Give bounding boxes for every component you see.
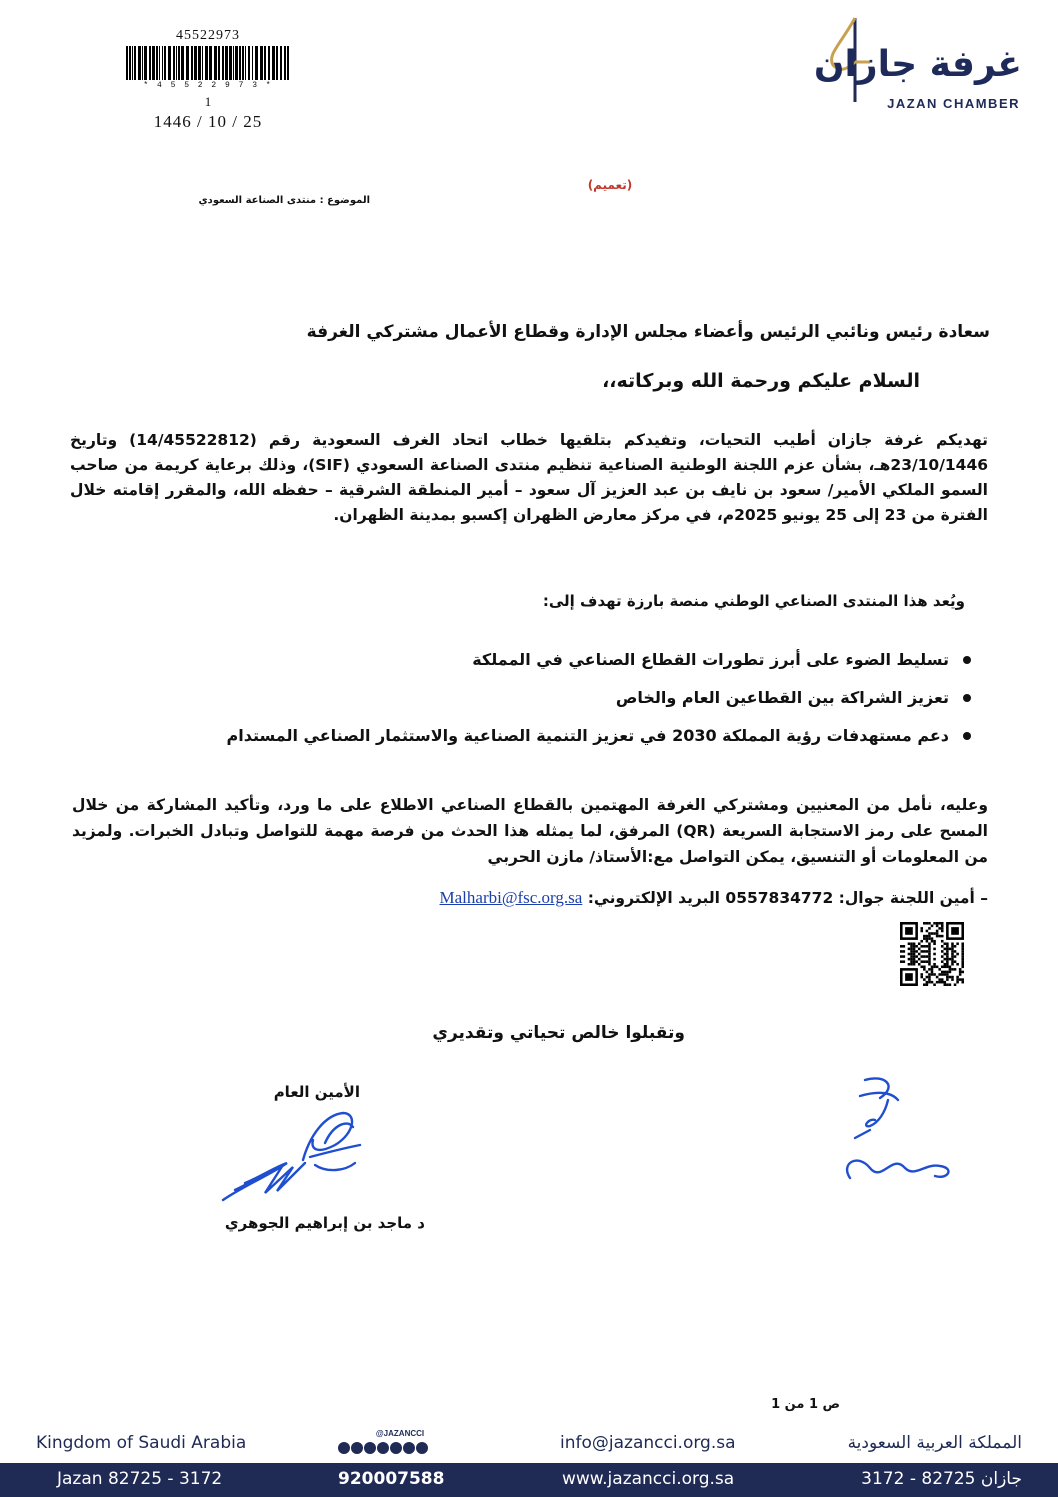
- footer-contact-row: [0, 1427, 1058, 1463]
- logo-english-text: JAZAN CHAMBER: [887, 96, 1020, 111]
- footer-address-bar: [0, 1463, 1058, 1497]
- contact-line: [160, 888, 988, 908]
- regards-line: وتقبلوا خالص تحياتي وتقديري: [432, 1023, 685, 1043]
- list-item: [100, 650, 975, 669]
- list-item: [100, 688, 975, 707]
- reference-number: 45522973: [176, 28, 240, 43]
- reference-block: [118, 28, 298, 132]
- qr-code-image[interactable]: [900, 922, 964, 986]
- secretary-general-title: الأمين العام: [273, 1083, 360, 1101]
- footer-email[interactable]: info@jazancci.org.sa: [560, 1433, 736, 1453]
- bullet-icon: [963, 656, 971, 664]
- social-icons[interactable]: [337, 1441, 437, 1455]
- bullet-icon: [963, 732, 971, 740]
- initial-mark-image: [830, 1068, 960, 1188]
- social-handle: @JAZANCCI: [375, 1429, 425, 1438]
- list-item-text: تعزيز الشراكة بين القطاعين العام والخاص: [615, 688, 949, 707]
- circular-label: (تعميم): [587, 178, 633, 192]
- footer-phone[interactable]: 920007588: [338, 1469, 445, 1489]
- bullet-icon: [963, 694, 971, 702]
- subject-line: الموضوع : منتدى الصناعة السعودي: [198, 195, 370, 206]
- addressee: سعادة رئيس ونائبي الرئيس وأعضاء مجلس الإدارة وقطاع الأعمال مشتركي الغرفة: [306, 322, 990, 342]
- email-link[interactable]: Malharbi@fsc.org.sa: [439, 888, 583, 907]
- signature-image: [215, 1105, 375, 1210]
- logo-arabic-text: غرفة جازان: [813, 44, 1022, 85]
- goals-list: [100, 650, 975, 764]
- barcode-image: [124, 46, 292, 80]
- footer-address-ar: جازان 82725 - 3172: [861, 1469, 1022, 1489]
- footer-country-en: Kingdom of Saudi Arabia: [36, 1433, 247, 1453]
- closing-paragraph: وعليه، نأمل من المعنيين ومشتركي الغرفة المهتمين بالقطاع الصناعي الاطلاع على ما ورد، وتأكيد المشاركة من خلال المسح على رمز الاستجابة السريعة (QR) المرفق، لما يمثله هذا الحدث من فرصة مهمة للتواصل وتبادل الخبرات. ولمزيد من المعلومات أو التنسيق، يمكن التواصل مع:الأستاذ/ مازن الحربي: [72, 796, 988, 866]
- document-date: 1446 / 10 / 25: [153, 112, 263, 131]
- footer-country-ar: المملكة العربية السعودية: [847, 1433, 1022, 1453]
- list-item-text: دعم مستهدفات رؤية المملكة 2030 في تعزيز التنمية الصناعية والاستثمار الصناعي المستدام: [226, 726, 949, 745]
- footer-address-en: Jazan 82725 - 3172: [57, 1469, 223, 1489]
- list-item-text: تسليط الضوء على أبرز تطورات القطاع الصناعي في المملكة: [472, 650, 949, 669]
- footer-website[interactable]: www.jazancci.org.sa: [562, 1469, 735, 1489]
- attachments-count: 1: [204, 94, 212, 109]
- page-number: ص 1 من 1: [771, 1397, 840, 1412]
- greeting: السلام عليكم ورحمة الله وبركاته،،: [602, 370, 920, 392]
- secretary-general-name: د ماجد بن إبراهيم الجوهري: [224, 1214, 425, 1232]
- intro-paragraph: تهديكم غرفة جازان أطيب التحيات، وتفيدكم بتلقيها خطاب اتحاد الغرف السعودية رقم (14/45522812) وتاريخ 23/10/1446هـ، بشأن عزم اللجنة الوطنية الصناعية تنظيم منتدى الصناعة السعودي (SIF)، وذلك برعاية كريمة من صاحب السمو الملكي الأمير/ سعود بن نايف بن عبد العزيز آل سعود – أمير المنطقة الشرقية – حفظه الله، والمقرر إقامته خلال الفترة من 23 إلى 25 يونيو 2025م، في مركز معارض الظهران إكسبو بمدينة الظهران.: [70, 431, 989, 524]
- barcode-caption: * 4 5 5 2 2 9 7 3 *: [143, 81, 273, 90]
- contact-details: – أمين اللجنة جوال: 0557834772 البريد الإلكتروني:: [587, 889, 988, 907]
- list-item: [100, 726, 975, 745]
- forum-aims-heading: ويُعد هذا المنتدى الصناعي الوطني منصة بارزة تهدف إلى:: [542, 592, 965, 610]
- jazan-chamber-logo: [800, 10, 1030, 110]
